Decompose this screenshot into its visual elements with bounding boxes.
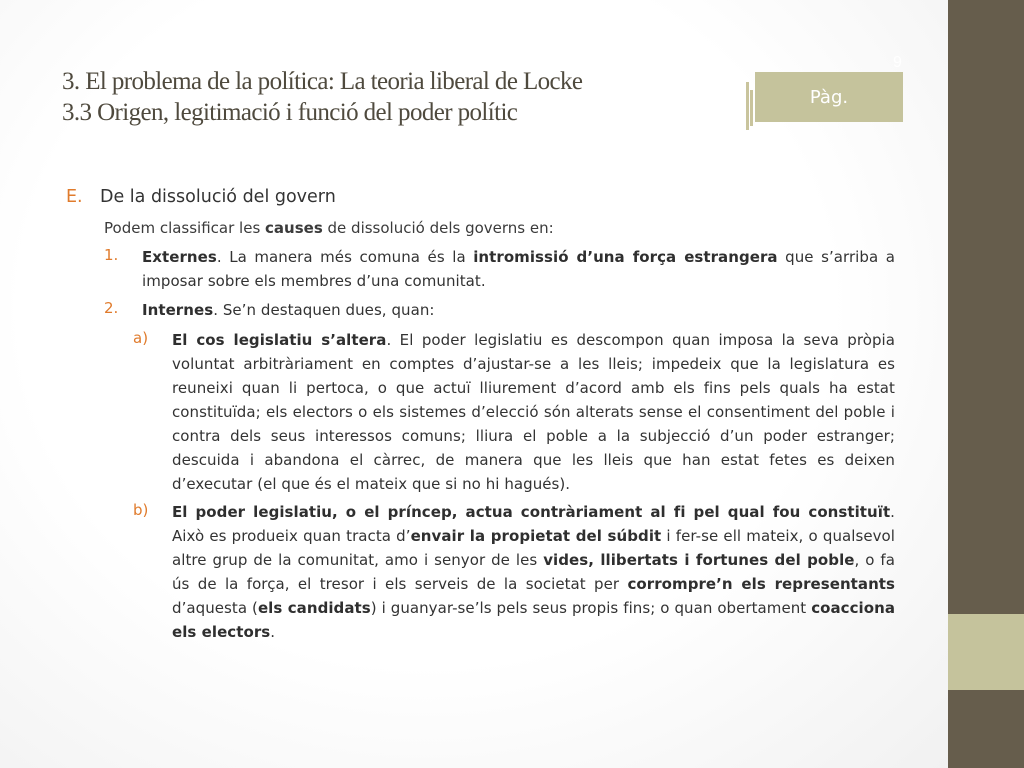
text-run-bold: els candidats	[257, 599, 371, 617]
text-run-bold: Externes	[142, 248, 217, 266]
text-run-bold: causes	[265, 219, 323, 237]
text-run: . La manera més comuna és la	[216, 248, 474, 266]
text-run: ) i guanyar-se’ls pels seus propis fins; o quan obertament	[370, 599, 812, 617]
text-run: . Això es produeix quan tracta d’	[172, 503, 895, 545]
right-sidebar-accent	[948, 614, 1024, 690]
section-intro	[104, 219, 554, 237]
sublist-item-a	[172, 328, 895, 496]
text-run: que s’arriba a imposar sobre els membres d’una comunitat.	[142, 248, 895, 290]
text-run: . El poder legislatiu es descompon quan imposa la seva pròpia voluntat arbitràriament en comptes d’ajustar-se a les lleis; impedeix que la legislatura es reuneixi quan li pertoca, o que actuï lliurement d’acord amb els fins pels quals ha estat constituïda; els electors o els sistemes d’elecció són alterats sense el consentiment del poble i contra dels seus interessos comuns; lliura el poble a la subjecció d’un poder estranger; descuida i abandona el càrrec, de manera que les lleis que han estat fetes es deixen d’executar (el que és el mateix que si no hi hagués).	[172, 331, 896, 493]
list-item-externes	[142, 245, 895, 293]
section-marker: E.	[66, 187, 83, 207]
text-run-bold: El cos legislatiu s’altera	[172, 331, 387, 349]
text-run-bold: El poder legislatiu, o el príncep, actua contràriament al fi pel qual fou constituït	[172, 503, 891, 521]
text-run-bold: vides, llibertats i fortunes del poble	[543, 551, 855, 569]
section-heading: De la dissolució del govern	[100, 187, 336, 207]
sublist-item-b	[172, 500, 895, 644]
text-run-bold: intromissió d’una força estrangera	[473, 248, 778, 266]
text-run: . Se’n destaquen dues, quan:	[213, 301, 435, 319]
sublist-marker: b)	[133, 501, 149, 519]
text-run: de dissolució dels governs en:	[322, 219, 554, 237]
text-run: .	[270, 623, 276, 641]
text-run: , o fa ús de la força, el tresor i els serveis de la societat per	[172, 551, 895, 593]
title-line-1: 3. El problema de la política: La teoria liberal de Locke	[62, 68, 583, 95]
text-run-bold: Internes	[142, 301, 214, 319]
text-run: Podem classificar les	[104, 219, 266, 237]
list-item-internes	[142, 298, 895, 322]
text-run: d’aquesta (	[172, 599, 258, 617]
text-run-bold: corrompre’n els representants	[627, 575, 895, 593]
text-run: i fer-se ell mateix, o qualsevol altre grup de la comunitat, amo i senyor de les	[172, 527, 896, 569]
text-run-bold: envair la propietat del súbdit	[410, 527, 662, 545]
sublist-marker: a)	[133, 329, 149, 347]
title-line-2: 3.3 Origen, legitimació i funció del poder polític	[62, 99, 518, 126]
page-number: 9	[893, 54, 902, 71]
list-marker: 1.	[104, 246, 119, 264]
text-run-bold: coacciona els electors	[172, 599, 895, 641]
list-marker: 2.	[104, 299, 119, 317]
page-label: Pàg.	[809, 86, 849, 108]
